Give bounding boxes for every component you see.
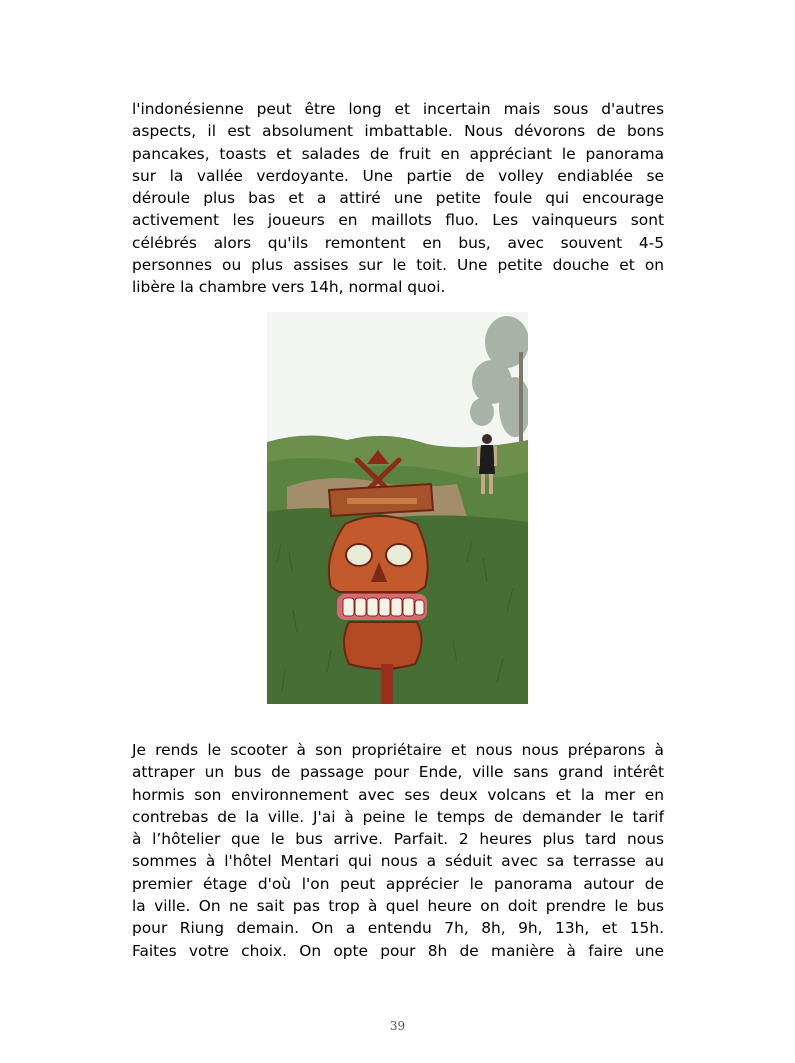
text-line: premier étage d'où l'on peut apprécier le panorama autour de xyxy=(132,874,664,893)
text-line: libère la chambre vers 14h, normal quoi. xyxy=(132,278,446,297)
paragraph-top xyxy=(132,98,664,299)
text-line: sur la vallée verdoyante. Une partie de volley endiablée se xyxy=(132,166,664,185)
text-line: déroule plus bas et a attiré une petite foule qui encourage xyxy=(132,189,664,208)
text-line: personnes ou plus assises sur le toit. Une petite douche et on xyxy=(132,256,664,275)
page-number: 39 xyxy=(389,1019,406,1033)
text-line: contrebas de la ville. J'ai à peine le temps de demander le tarif xyxy=(132,807,664,826)
text-line: activement les joueurs en maillots fluo. Les vainqueurs sont xyxy=(132,211,664,230)
text-line: l'indonésienne peut être long et incertain mais sous d'autres xyxy=(132,100,664,118)
text-line: pancakes, toasts et salades de fruit en appréciant le panorama xyxy=(132,144,664,163)
text-line: Faites votre choix. On opte pour 8h de manière à faire une xyxy=(132,941,664,960)
photo-illustration xyxy=(267,312,528,704)
text-line: hormis son environnement avec ses deux volcans et la mer en xyxy=(132,785,664,804)
text-line: sommes à l'hôtel Mentari qui nous a séduit avec sa terrasse au xyxy=(132,852,664,871)
text-line: pour Riung demain. On a entendu 7h, 8h, 9h, 13h, et 15h. xyxy=(132,919,664,938)
text-line: attraper un bus de passage pour Ende, ville sans grand intérêt xyxy=(132,763,664,782)
text-line: célébrés alors qu'ils remontent en bus, avec souvent 4-5 xyxy=(132,233,664,252)
paragraph-bottom xyxy=(132,739,664,962)
text-line: à l’hôtelier que le bus arrive. Parfait. 2 heures plus tard nous xyxy=(132,830,664,849)
text-line: la ville. On ne sait pas trop à quel heure on doit prendre le bus xyxy=(132,897,664,916)
text-line: aspects, il est absolument imbattable. Nous dévorons de bons xyxy=(132,122,664,141)
photo-skull-sign xyxy=(267,312,528,704)
text-line: Je rends le scooter à son propriétaire et nous nous préparons à xyxy=(132,741,664,759)
